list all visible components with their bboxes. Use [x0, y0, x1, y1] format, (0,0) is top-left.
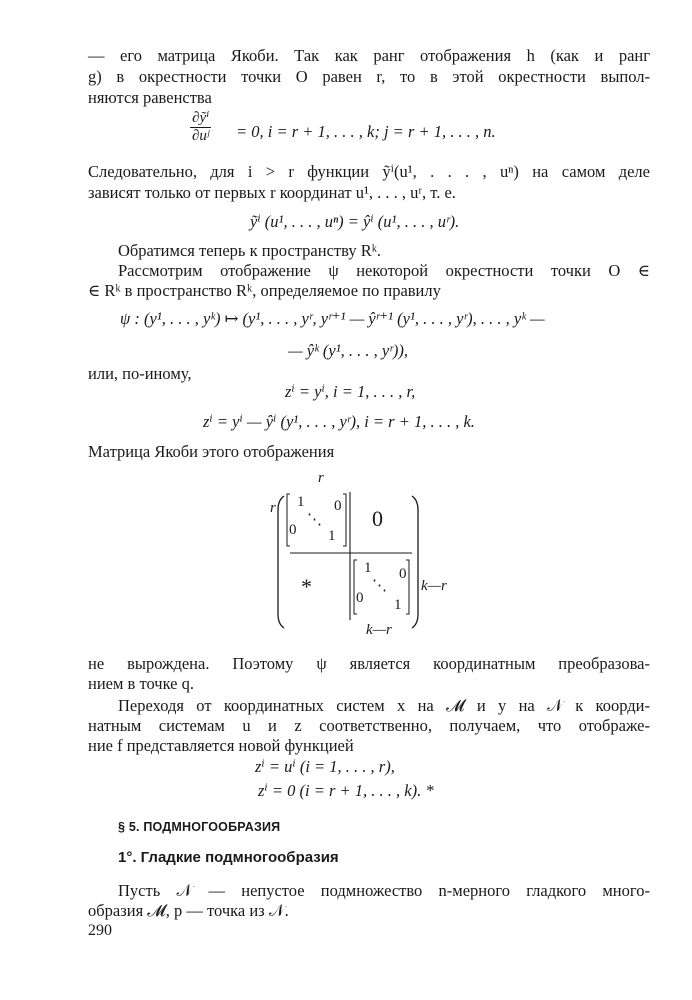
identity2-one-top: 1 [364, 560, 372, 576]
matrix-bottom-label: k—r [366, 622, 392, 638]
matrix-right-bracket [412, 496, 418, 628]
para2-line1: Следовательно, для i > r функции ỹⁱ(u¹, . . . , uⁿ) на самом деле [88, 162, 650, 181]
identity1-dots: ⋱ [307, 512, 322, 528]
eq3-line2: — ŷᵏ (y¹, . . . , yʳ)), [288, 341, 409, 360]
para1-line2: g) в окрестности точки O равен r, то в этой окрестности выпол- [88, 67, 650, 86]
eq5-line1: zⁱ = uⁱ (i = 1, . . . , r), [255, 757, 395, 776]
matrix-top-label: r [318, 470, 324, 486]
eq1-rest: = 0, i = r + 1, . . . , k; j = r + 1, . . . , n. [236, 122, 496, 141]
identity2-zero-top: 0 [399, 566, 407, 582]
para2-line2: зависят только от первых r координат u¹, . . . , uʳ, т. е. [88, 183, 456, 202]
para6: Матрица Якоби этого отображения [88, 442, 335, 461]
identity1-right-bracket [343, 494, 346, 546]
subsection-heading: 1°. Гладкие подмногообразия [118, 849, 339, 866]
matrix-right-label: k—r [421, 578, 447, 594]
section-heading: § 5. ПОДМНОГООБРАЗИЯ [118, 820, 281, 834]
para1-line1: — его матрица Якоби. Так как ранг отображения h (как и ранг [88, 46, 650, 65]
matrix-left-label: r [270, 500, 276, 516]
identity2-one-bottom: 1 [394, 597, 402, 613]
para4-line1: Рассмотрим отображение ψ некоторой окрестности точки O ∈ [118, 261, 650, 280]
para5: или, по-иному, [88, 364, 192, 383]
para3: Обратимся теперь к пространству Rᵏ. [118, 241, 382, 260]
eq4-line2: zⁱ = yⁱ — ŷⁱ (y¹, . . . , yʳ), i = r + 1, . . . , k. [203, 412, 475, 431]
matrix-left-bracket [278, 496, 284, 628]
para4-line2: ∈ Rᵏ в пространство Rᵏ, определяемое по правилу [88, 281, 441, 300]
para8-line3: ние f представляется новой функцией [88, 736, 354, 755]
eq1-denominator: ∂uʲ [192, 128, 210, 144]
eq2: ỹⁱ (u¹, . . . , uⁿ) = ŷⁱ (u¹, . . . , uʳ). [250, 212, 460, 231]
matrix-block-zero: 0 [372, 506, 383, 531]
para8-line2: натным системам u и z соответственно, получаем, что отображе- [88, 716, 650, 735]
para7-line1: не вырождена. Поэтому ψ является координатным преобразова- [88, 654, 650, 673]
eq3-line1: ψ : (y¹, . . . , yᵏ) ↦ (y¹, . . . , yʳ, yʳ⁺¹ — ŷʳ⁺¹ (y¹, . . . , yʳ), . . . , yᵏ — [120, 309, 545, 328]
para7-line2: нием в точке q. [88, 674, 195, 693]
eq1-numerator: ∂ỹⁱ [190, 108, 211, 128]
para9-line2: образия 𝓜, p — точка из 𝒩. [88, 901, 289, 920]
matrix-block-star: * [301, 574, 312, 599]
identity1-one-bottom: 1 [328, 528, 336, 544]
para8-line1: Переходя от координатных систем x на 𝓜 и y на 𝒩 к коорди- [118, 696, 650, 715]
identity2-zero-bottom: 0 [356, 590, 364, 606]
identity1-zero-top: 0 [334, 498, 342, 514]
identity1-one-top: 1 [297, 494, 305, 510]
identity1-zero-bottom: 0 [289, 522, 297, 538]
para9-line1: Пусть 𝒩 — непустое подмножество n-мерного гладкого много- [118, 881, 650, 900]
eq1-fraction [190, 108, 211, 145]
identity2-dots: ⋱ [372, 578, 387, 594]
eq4-line1: zⁱ = yⁱ, i = 1, . . . , r, [285, 382, 416, 401]
eq5-line2: zⁱ = 0 (i = r + 1, . . . , k). * [258, 781, 434, 800]
para1-line3: няются равенства [88, 88, 212, 107]
page-number: 290 [88, 922, 112, 939]
